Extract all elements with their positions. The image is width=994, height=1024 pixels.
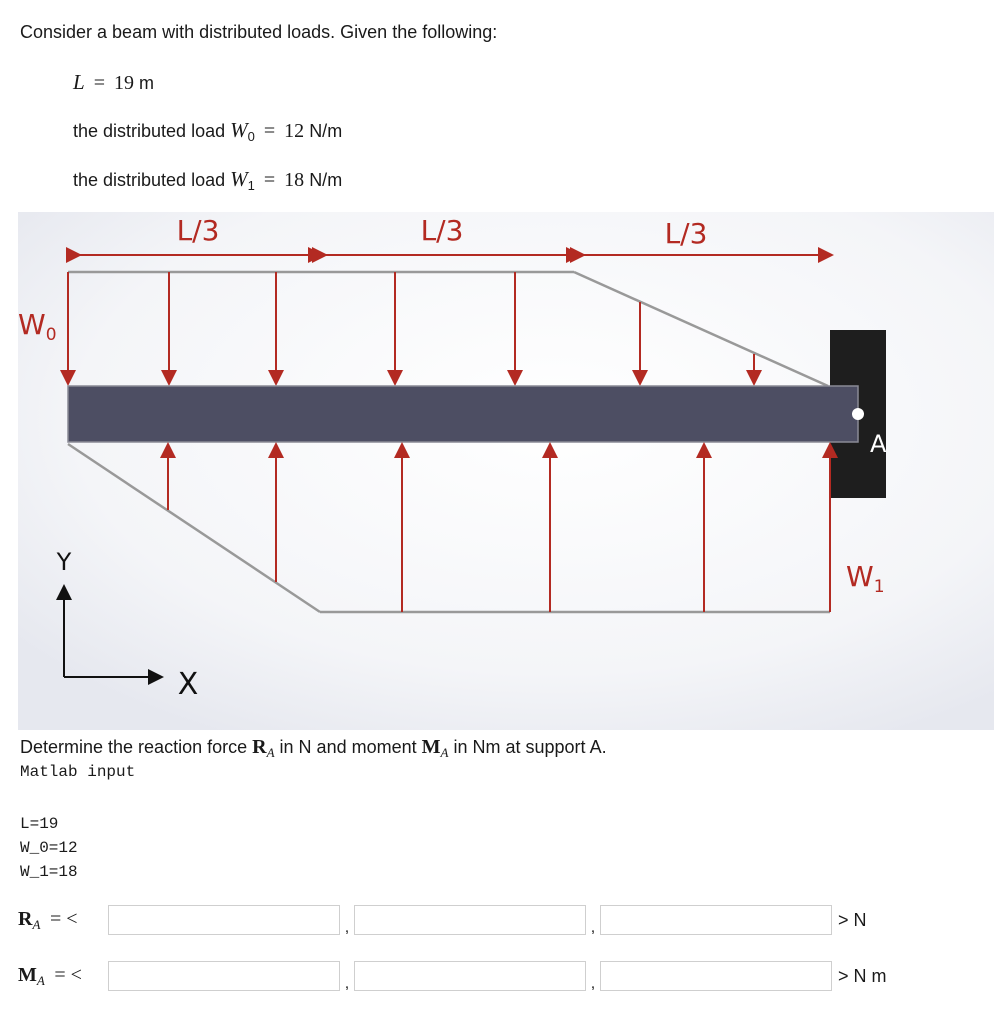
given-w0 <box>73 118 342 144</box>
x-axis-label: X <box>177 667 199 702</box>
moment-unit: > N m <box>838 965 887 986</box>
question-suffix: in Nm at support A. <box>453 737 607 757</box>
w0-unit: N/m <box>309 121 343 141</box>
length-unit: m <box>139 73 155 93</box>
w1-prefix: the distributed load <box>73 170 226 190</box>
given-length <box>73 70 154 95</box>
w1-value: 18 <box>284 169 305 191</box>
beam <box>68 386 858 442</box>
beam-figure <box>18 212 994 730</box>
moment-answer-row <box>18 958 887 994</box>
w0-prefix: the distributed load <box>73 121 226 141</box>
reaction-x-input[interactable] <box>108 905 340 935</box>
w0-value: 12 <box>284 120 305 142</box>
moment-subscript: A <box>440 745 449 760</box>
reaction-answer-label: $R_A$ = < <box>18 907 78 932</box>
problem-intro: Consider a beam with distributed loads. Given the following: <box>20 22 498 42</box>
reaction-symbol: R <box>252 736 267 758</box>
comma-separator: , <box>590 919 596 936</box>
comma-separator: , <box>344 919 350 936</box>
matlab-input-label: Matlab input <box>20 763 136 781</box>
w1-subscript: 1 <box>247 178 255 193</box>
segment-label-1: L/3 <box>176 214 220 247</box>
moment-y-input[interactable] <box>354 961 586 991</box>
length-value: 19 <box>114 72 134 94</box>
given-w1 <box>73 167 342 193</box>
w0-subscript: 0 <box>247 129 255 144</box>
moment-answer-label: $M_A$ = < <box>18 963 82 988</box>
comma-separator: , <box>590 975 596 992</box>
y-axis-label: Y <box>56 548 72 576</box>
code-line: W_0=12 <box>20 839 78 857</box>
w1-figure-label: $W_1$ <box>846 560 885 597</box>
length-equals: = <box>93 72 105 94</box>
comma-separator: , <box>344 975 350 992</box>
question-text <box>20 736 607 761</box>
w0-symbol: W <box>230 118 248 142</box>
reaction-y-input[interactable] <box>354 905 586 935</box>
reaction-answer-row <box>18 902 867 938</box>
w1-unit: N/m <box>309 170 343 190</box>
length-symbol: L <box>73 70 85 94</box>
moment-x-input[interactable] <box>108 961 340 991</box>
moment-z-input[interactable] <box>600 961 832 991</box>
support-label: A <box>870 430 887 458</box>
code-line: L=19 <box>20 815 59 833</box>
segment-label-3: L/3 <box>664 217 708 250</box>
support-point <box>852 408 864 420</box>
matlab-code <box>20 812 78 884</box>
reaction-subscript: A <box>266 745 275 760</box>
segment-label-2: L/3 <box>420 214 464 247</box>
question-middle: in N and moment <box>279 737 417 757</box>
w1-symbol: W <box>230 167 248 191</box>
w0-figure-label: $W_0$ <box>18 308 57 345</box>
w1-equals: = <box>263 169 276 191</box>
w0-equals: = <box>263 120 276 142</box>
question-prefix: Determine the reaction force <box>20 737 248 757</box>
moment-symbol: M <box>421 736 441 758</box>
reaction-unit: > N <box>838 909 867 930</box>
reaction-z-input[interactable] <box>600 905 832 935</box>
code-line: W_1=18 <box>20 863 78 881</box>
